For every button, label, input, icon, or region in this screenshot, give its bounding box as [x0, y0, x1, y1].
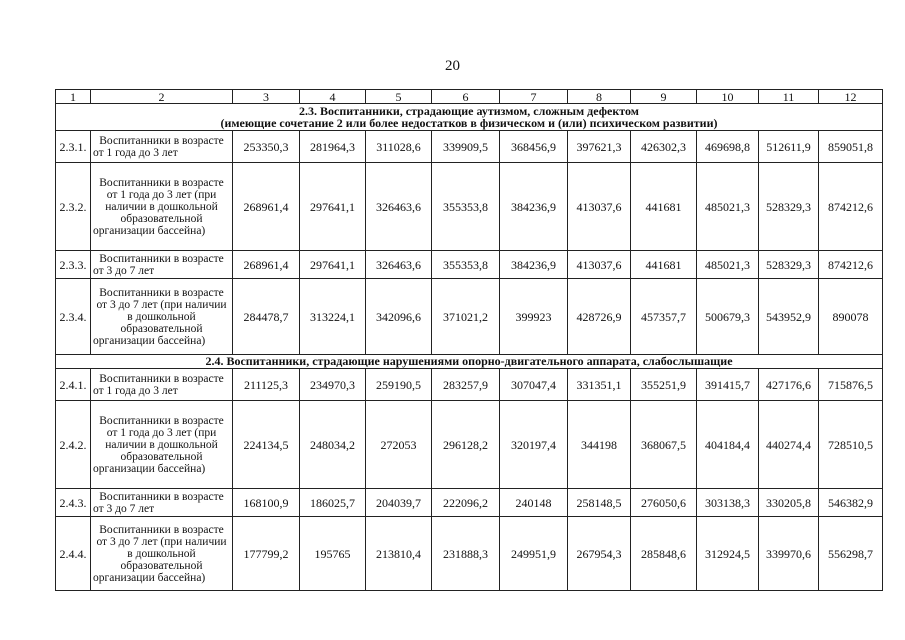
- row-name: Воспитанники в возрасте от 3 до 7 лет: [91, 489, 233, 517]
- row-name: Воспитанники в возрасте от 3 до 7 лет: [91, 251, 233, 279]
- column-number: 6: [432, 90, 500, 104]
- value-cell: 326463,6: [366, 251, 432, 279]
- value-cell: 276050,6: [631, 489, 697, 517]
- value-cell: 211125,3: [233, 369, 300, 401]
- value-cell: 441681: [631, 163, 697, 251]
- row-code: 2.4.4.: [56, 517, 91, 591]
- value-cell: 413037,6: [568, 251, 631, 279]
- value-cell: 426302,3: [631, 131, 697, 163]
- value-cell: 528329,3: [759, 163, 819, 251]
- section-title-line: 2.4. Воспитанники, страдающие нарушениями опорно-двигательного аппарата, слабослышащие: [205, 354, 733, 369]
- value-cell: 355353,8: [432, 163, 500, 251]
- table-row: [56, 163, 883, 251]
- column-number: 12: [819, 90, 883, 104]
- value-cell: 500679,3: [697, 279, 759, 355]
- value-cell: 268961,4: [233, 163, 300, 251]
- value-cell: 441681: [631, 251, 697, 279]
- value-cell: 234970,3: [300, 369, 366, 401]
- row-name: Воспитанники в возрасте от 3 до 7 лет (при наличии в дошкольной образовательной организации бассейна): [91, 279, 233, 355]
- section-title: [56, 104, 883, 131]
- table-row: [56, 131, 883, 163]
- value-cell: 297641,1: [300, 163, 366, 251]
- row-name: Воспитанники в возрасте от 1 года до 3 лет (при наличии в дошкольной образовательной организации бассейна): [91, 401, 233, 489]
- value-cell: 543952,9: [759, 279, 819, 355]
- value-cell: 267954,3: [568, 517, 631, 591]
- value-cell: 326463,6: [366, 163, 432, 251]
- column-number: 11: [759, 90, 819, 104]
- value-cell: 859051,8: [819, 131, 883, 163]
- value-cell: 285848,6: [631, 517, 697, 591]
- value-cell: 248034,2: [300, 401, 366, 489]
- value-cell: 283257,9: [432, 369, 500, 401]
- column-number: 5: [366, 90, 432, 104]
- value-cell: 485021,3: [697, 163, 759, 251]
- value-cell: 528329,3: [759, 251, 819, 279]
- table-row: [56, 369, 883, 401]
- value-cell: 355251,9: [631, 369, 697, 401]
- value-cell: 303138,3: [697, 489, 759, 517]
- value-cell: 368456,9: [500, 131, 568, 163]
- value-cell: 312924,5: [697, 517, 759, 591]
- row-code: 2.4.3.: [56, 489, 91, 517]
- value-cell: 313224,1: [300, 279, 366, 355]
- row-code: 2.4.2.: [56, 401, 91, 489]
- page-number: 20: [445, 58, 460, 74]
- value-cell: 427176,6: [759, 369, 819, 401]
- value-cell: 311028,6: [366, 131, 432, 163]
- value-cell: 469698,8: [697, 131, 759, 163]
- value-cell: 342096,6: [366, 279, 432, 355]
- table-row: [56, 489, 883, 517]
- value-cell: 222096,2: [432, 489, 500, 517]
- value-cell: 440274,4: [759, 401, 819, 489]
- value-cell: 344198: [568, 401, 631, 489]
- value-cell: 457357,7: [631, 279, 697, 355]
- value-cell: 371021,2: [432, 279, 500, 355]
- row-code: 2.3.2.: [56, 163, 91, 251]
- value-cell: 399923: [500, 279, 568, 355]
- value-cell: 413037,6: [568, 163, 631, 251]
- row-name: Воспитанники в возрасте от 1 года до 3 лет: [91, 131, 233, 163]
- value-cell: 355353,8: [432, 251, 500, 279]
- section-header-row: [56, 104, 883, 131]
- value-cell: 512611,9: [759, 131, 819, 163]
- value-cell: 168100,9: [233, 489, 300, 517]
- value-cell: 890078: [819, 279, 883, 355]
- row-name: Воспитанники в возрасте от 1 года до 3 лет (при наличии в дошкольной образовательной организации бассейна): [91, 163, 233, 251]
- value-cell: 224134,5: [233, 401, 300, 489]
- value-cell: 297641,1: [300, 251, 366, 279]
- column-number: 10: [697, 90, 759, 104]
- value-cell: 177799,2: [233, 517, 300, 591]
- row-name: Воспитанники в возрасте от 3 до 7 лет (при наличии в дошкольной образовательной организации бассейна): [91, 517, 233, 591]
- value-cell: 397621,3: [568, 131, 631, 163]
- column-number: 1: [56, 90, 91, 104]
- value-cell: 204039,7: [366, 489, 432, 517]
- value-cell: 728510,5: [819, 401, 883, 489]
- value-cell: 272053: [366, 401, 432, 489]
- row-code: 2.3.3.: [56, 251, 91, 279]
- section-title-line: 2.3. Воспитанники, страдающие аутизмом, сложным дефектом: [299, 103, 639, 118]
- row-code: 2.3.4.: [56, 279, 91, 355]
- value-cell: 195765: [300, 517, 366, 591]
- section-title: [56, 355, 883, 369]
- value-cell: 253350,3: [233, 131, 300, 163]
- section-title-line: (имеющие сочетание 2 или более недостатков в физическом и (или) психическом развитии): [220, 116, 718, 130]
- value-cell: 874212,6: [819, 163, 883, 251]
- value-cell: 556298,7: [819, 517, 883, 591]
- value-cell: 186025,7: [300, 489, 366, 517]
- value-cell: 268961,4: [233, 251, 300, 279]
- value-cell: 715876,5: [819, 369, 883, 401]
- value-cell: 368067,5: [631, 401, 697, 489]
- column-number: 3: [233, 90, 300, 104]
- value-cell: 259190,5: [366, 369, 432, 401]
- column-number: 8: [568, 90, 631, 104]
- value-cell: 284478,7: [233, 279, 300, 355]
- column-number: 4: [300, 90, 366, 104]
- value-cell: 307047,4: [500, 369, 568, 401]
- column-number: 7: [500, 90, 568, 104]
- value-cell: 874212,6: [819, 251, 883, 279]
- value-cell: 331351,1: [568, 369, 631, 401]
- row-code: 2.4.1.: [56, 369, 91, 401]
- section-header-row: [56, 355, 883, 369]
- value-cell: 391415,7: [697, 369, 759, 401]
- table-row: [56, 279, 883, 355]
- value-cell: 384236,9: [500, 163, 568, 251]
- value-cell: 320197,4: [500, 401, 568, 489]
- value-cell: 428726,9: [568, 279, 631, 355]
- value-cell: 249951,9: [500, 517, 568, 591]
- tariff-table: [55, 89, 883, 591]
- table-row: [56, 517, 883, 591]
- column-number-row: [56, 90, 883, 104]
- value-cell: 546382,9: [819, 489, 883, 517]
- value-cell: 296128,2: [432, 401, 500, 489]
- table-row: [56, 251, 883, 279]
- row-code: 2.3.1.: [56, 131, 91, 163]
- value-cell: 339970,6: [759, 517, 819, 591]
- value-cell: 384236,9: [500, 251, 568, 279]
- value-cell: 281964,3: [300, 131, 366, 163]
- value-cell: 404184,4: [697, 401, 759, 489]
- value-cell: 330205,8: [759, 489, 819, 517]
- value-cell: 240148: [500, 489, 568, 517]
- table-row: [56, 401, 883, 489]
- column-number: 9: [631, 90, 697, 104]
- column-number: 2: [91, 90, 233, 104]
- value-cell: 231888,3: [432, 517, 500, 591]
- value-cell: 213810,4: [366, 517, 432, 591]
- value-cell: 339909,5: [432, 131, 500, 163]
- value-cell: 258148,5: [568, 489, 631, 517]
- row-name: Воспитанники в возрасте от 1 года до 3 лет: [91, 369, 233, 401]
- value-cell: 485021,3: [697, 251, 759, 279]
